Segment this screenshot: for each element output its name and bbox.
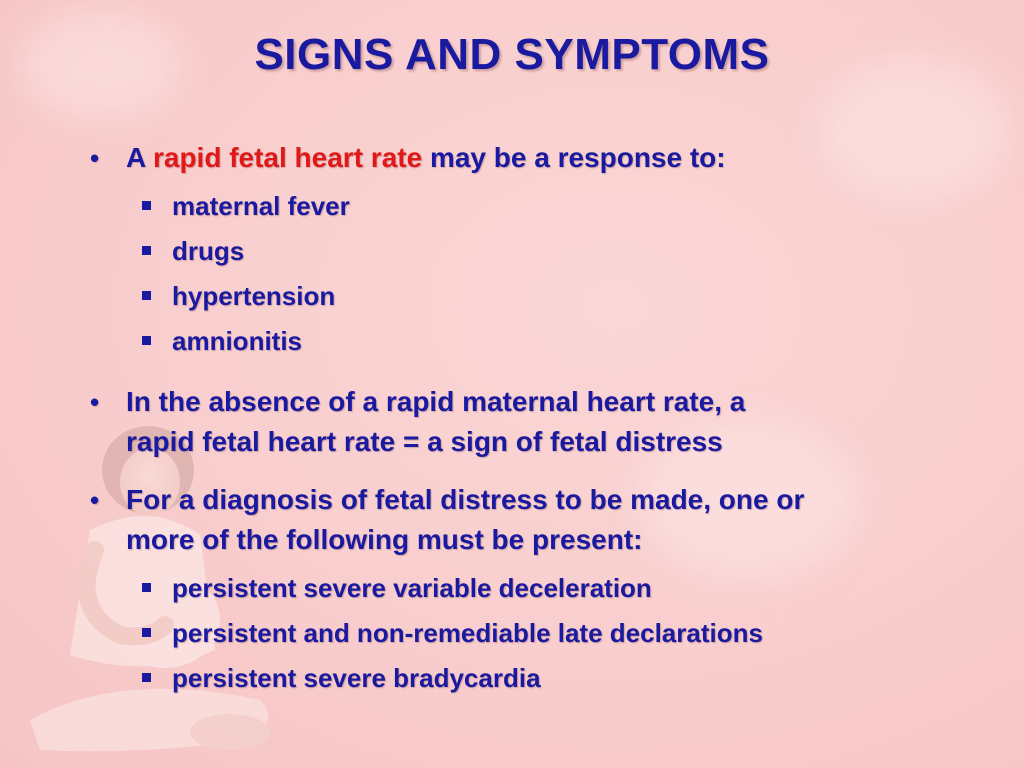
bullet-text-prefix: A <box>126 142 153 173</box>
sub-bullet-item <box>86 611 1006 656</box>
slide-title: SIGNS AND SYMPTOMS <box>254 30 770 79</box>
sub-bullet-item <box>86 656 1006 701</box>
sub-bullet-item <box>86 229 1006 274</box>
sub-bullet-text: persistent and non-remediable late declarations <box>172 618 763 648</box>
sub-bullet-text: persistent severe variable deceleration <box>172 573 652 603</box>
highlight-text: rapid fetal heart rate <box>152 142 423 173</box>
bullet-text-line2: rapid fetal heart rate = a sign of fetal distress <box>126 426 723 457</box>
square-bullet-icon <box>142 336 151 345</box>
sub-bullet-text: maternal fever <box>172 191 350 221</box>
sub-bullet-text: drugs <box>172 236 245 266</box>
sub-bullet-text: hypertension <box>172 281 336 311</box>
bullet-text-suffix: may be a response to: <box>422 142 726 173</box>
bullet-text-line1: For a diagnosis of fetal distress to be made, one or <box>126 484 805 515</box>
sub-bullet-item <box>86 274 1006 319</box>
sub-bullet-text: amnionitis <box>172 326 303 356</box>
bullet-dot-icon: • <box>90 387 100 417</box>
sub-bullet-item <box>86 184 1006 229</box>
bullet-dot-icon: • <box>90 485 100 515</box>
square-bullet-icon <box>142 246 151 255</box>
bullet-list <box>86 138 1006 701</box>
square-bullet-icon <box>142 583 151 592</box>
bullet-dot-icon: • <box>90 143 100 173</box>
bullet-text-line2: more of the following must be present: <box>126 524 643 555</box>
square-bullet-icon <box>142 201 151 210</box>
sub-bullet-text: persistent severe bradycardia <box>172 663 541 693</box>
bullet-item <box>86 382 1006 462</box>
square-bullet-icon <box>142 628 151 637</box>
bullet-item <box>86 480 1006 560</box>
square-bullet-icon <box>142 291 151 300</box>
bullet-item <box>86 138 1006 178</box>
bullet-text-line1: In the absence of a rapid maternal heart rate, a <box>126 386 746 417</box>
square-bullet-icon <box>142 673 151 682</box>
sub-bullet-item <box>86 566 1006 611</box>
sub-bullet-item <box>86 319 1006 364</box>
